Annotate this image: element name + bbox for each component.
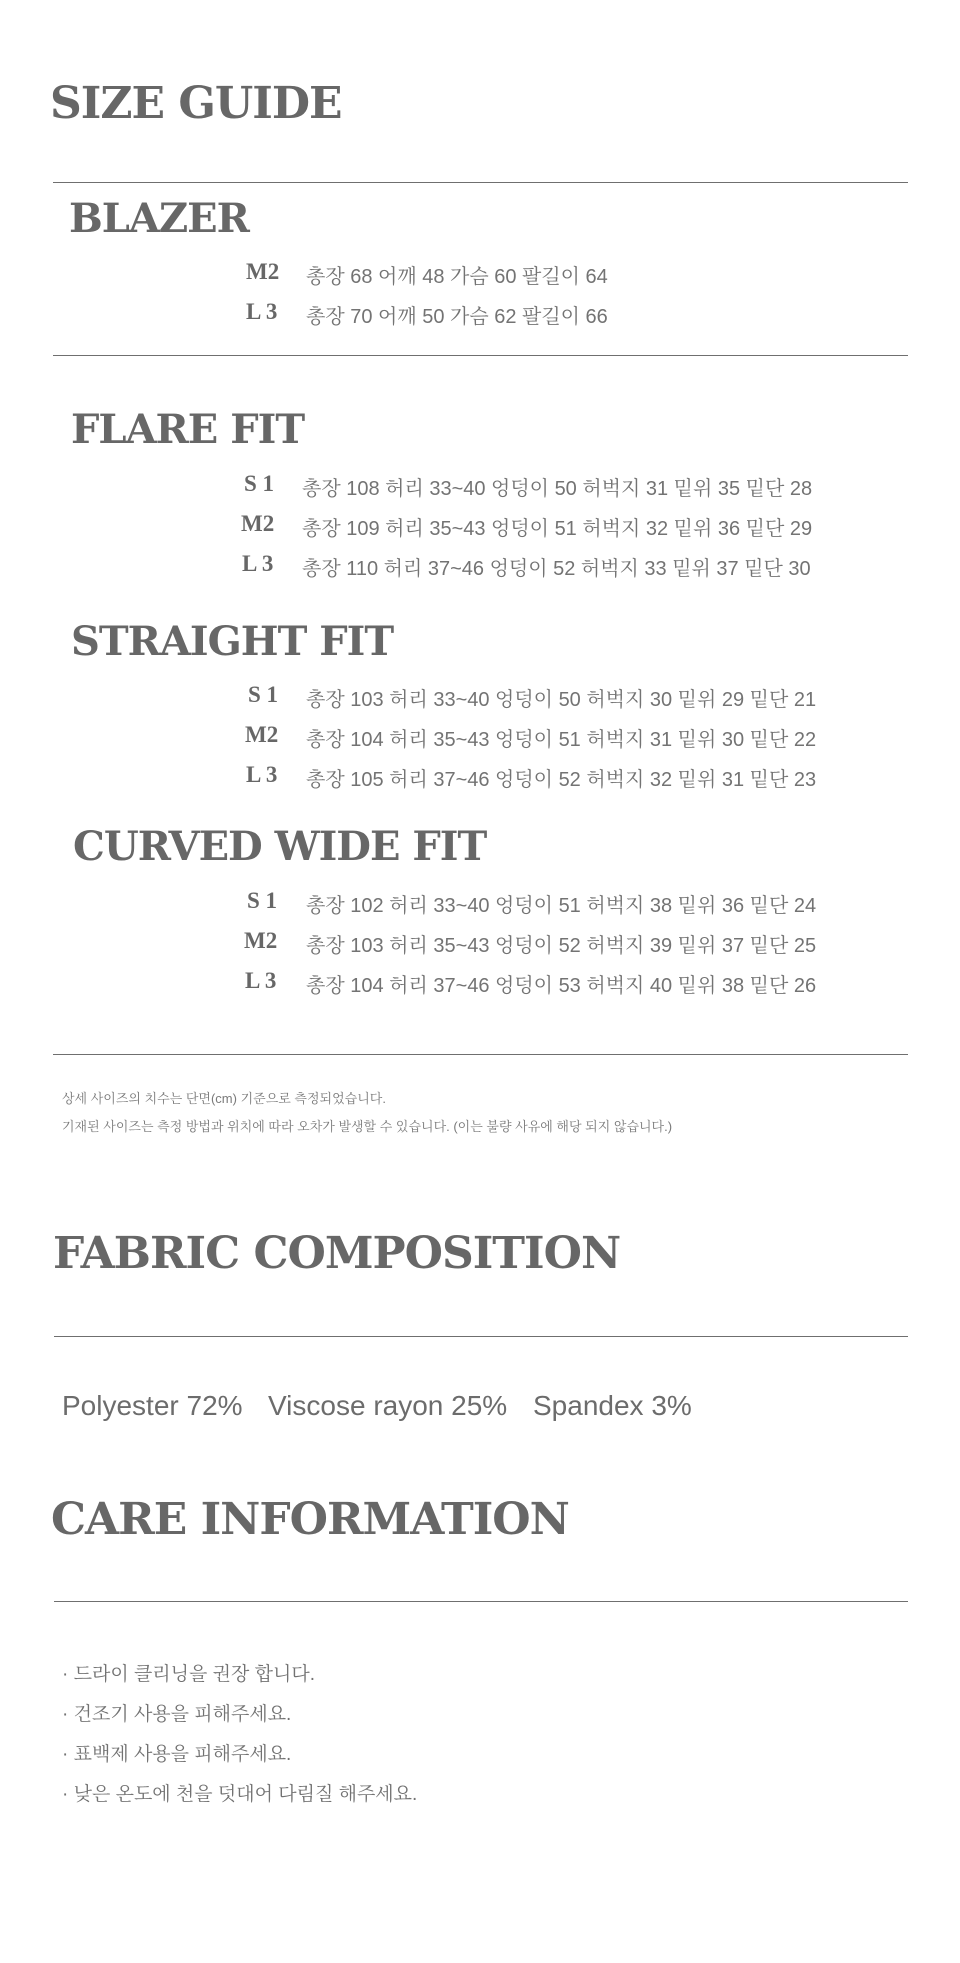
fabric-item: Viscose rayon 25% [268, 1390, 508, 1421]
care-item: · 건조기 사용을 피해주세요. [62, 1704, 292, 1725]
measurements-text: 총장 110 허리 37~46 엉덩이 52 허벅지 33 밑위 37 밑단 30 [302, 558, 811, 580]
care-item: · 낮은 온도에 천을 덧대어 다림질 해주세요. [62, 1784, 418, 1805]
size-label: M2 [246, 259, 280, 284]
measurements-text: 총장 104 허리 35~43 엉덩이 51 허벅지 31 밑위 30 밑단 22 [306, 729, 817, 751]
section-title-flare-fit: FLARE FIT [71, 406, 305, 453]
size-note: 기재된 사이즈는 측정 방법과 위치에 따라 오차가 발생할 수 있습니다. (이는 불량 사유에 해당 되지 않습니다.) [62, 1119, 673, 1134]
measurements-text: 총장 103 허리 33~40 엉덩이 50 허벅지 30 밑위 29 밑단 21 [306, 689, 817, 711]
size-guide-title: SIZE GUIDE [50, 78, 342, 129]
care-information-title: CARE INFORMATION [51, 1494, 569, 1545]
size-label: M2 [245, 722, 279, 747]
measurements-text: 총장 104 허리 37~46 엉덩이 53 허벅지 40 밑위 38 밑단 26 [306, 975, 817, 997]
divider [53, 1054, 908, 1055]
measurements-text: 총장 109 허리 35~43 엉덩이 51 허벅지 32 밑위 36 밑단 29 [302, 518, 813, 540]
size-label: L 3 [245, 968, 277, 993]
size-label: L 3 [246, 762, 278, 787]
measurements-text: 총장 108 허리 33~40 엉덩이 50 허벅지 31 밑위 35 밑단 28 [302, 478, 813, 500]
measurements-text: 총장 105 허리 37~46 엉덩이 52 허벅지 32 밑위 31 밑단 23 [306, 769, 817, 791]
fabric-item: Polyester 72% [62, 1390, 243, 1421]
measurements-text: 총장 68 어깨 48 가슴 60 팔길이 64 [306, 266, 608, 288]
size-label: M2 [244, 928, 278, 953]
size-label: L 3 [242, 551, 274, 576]
section-title-curved-wide-fit: CURVED WIDE FIT [73, 823, 487, 870]
fabric-item: Spandex 3% [533, 1390, 692, 1421]
section-title-straight-fit: STRAIGHT FIT [71, 618, 394, 665]
size-label: L 3 [246, 299, 278, 324]
size-note: 상세 사이즈의 치수는 단면(cm) 기준으로 측정되었습니다. [62, 1091, 386, 1106]
measurements-text: 총장 102 허리 33~40 엉덩이 51 허벅지 38 밑위 36 밑단 24 [306, 895, 817, 917]
divider [53, 355, 908, 356]
size-label: S 1 [248, 682, 279, 707]
divider [54, 1601, 908, 1602]
measurements-text: 총장 103 허리 35~43 엉덩이 52 허벅지 39 밑위 37 밑단 25 [306, 935, 817, 957]
care-item: · 표백제 사용을 피해주세요. [62, 1744, 292, 1765]
size-label: S 1 [247, 888, 278, 913]
size-label: M2 [241, 511, 275, 536]
fabric-composition-title: FABRIC COMPOSITION [53, 1228, 621, 1279]
section-title-blazer: BLAZER [69, 195, 249, 242]
size-label: S 1 [244, 471, 275, 496]
measurements-text: 총장 70 어깨 50 가슴 62 팔길이 66 [306, 306, 608, 328]
divider [54, 1336, 908, 1337]
care-item: · 드라이 클리닝을 권장 합니다. [62, 1664, 315, 1685]
divider [53, 182, 908, 183]
